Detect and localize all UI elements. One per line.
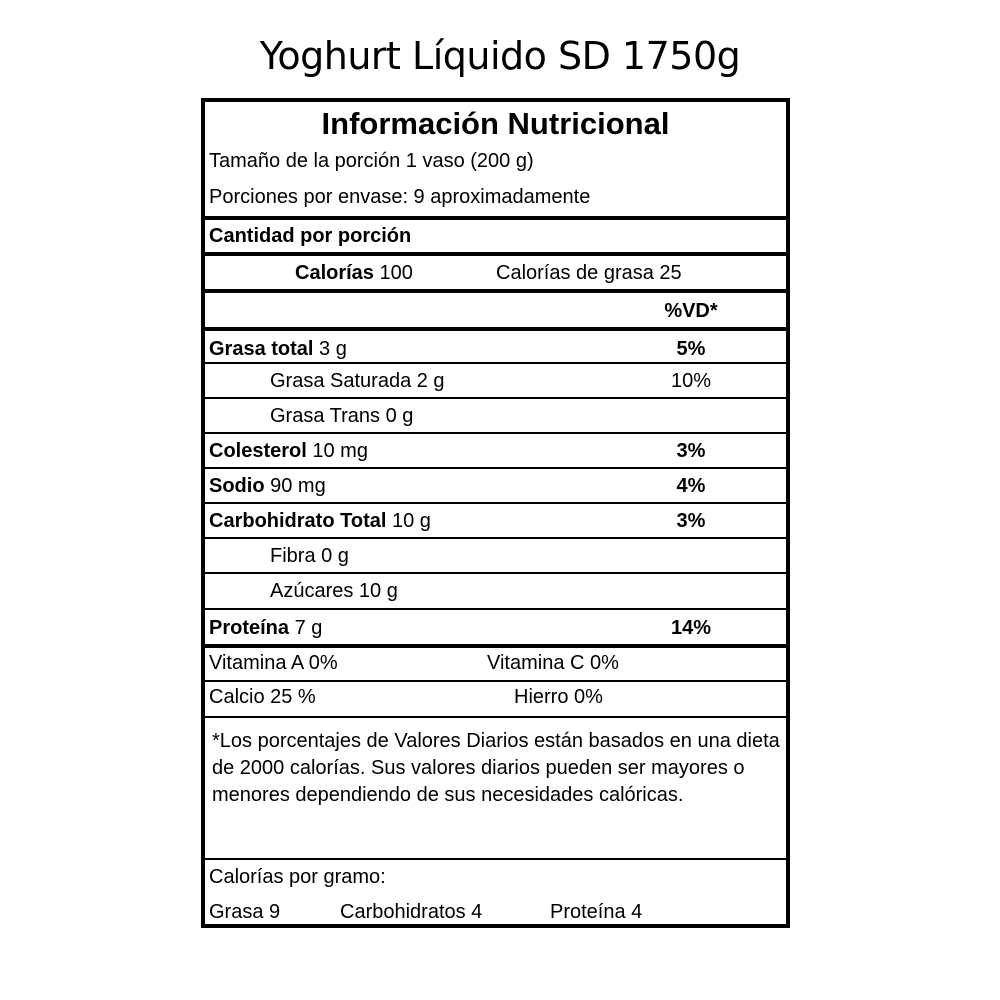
cholesterol-dv: 3% xyxy=(676,440,706,462)
calories-label: Calorías xyxy=(295,262,374,284)
sugars-label: Azúcares 10 g xyxy=(270,580,398,602)
carbs-text xyxy=(209,509,431,533)
nutrient-row-trans-fat xyxy=(205,397,786,432)
vitamins-row-1 xyxy=(205,644,786,680)
nutrient-row-total-fat xyxy=(205,327,786,362)
iron: Hierro 0% xyxy=(514,686,603,708)
calories-per-gram-title: Calorías por gramo: xyxy=(209,866,386,888)
total-fat-text xyxy=(209,337,347,361)
fat-calories: Calorías de grasa 25 xyxy=(496,262,682,284)
protein-dv: 14% xyxy=(670,617,712,639)
total-fat-dv: 5% xyxy=(676,338,706,360)
dv-header-row xyxy=(205,289,786,327)
nutrient-row-sat-fat xyxy=(205,362,786,397)
sat-fat-label: Grasa Saturada 2 g xyxy=(270,370,445,392)
footnote: *Los porcentajes de Valores Diarios están basados en una dieta de 2000 calorías. Sus valores diarios pueden ser mayores o menores dependiendo de sus necesidades calóricas. xyxy=(212,730,780,806)
sodium-value: 90 mg xyxy=(270,475,326,497)
fiber-label: Fibra 0 g xyxy=(270,545,349,567)
cpg-fat: Grasa 9 xyxy=(209,901,281,923)
calcium: Calcio 25 % xyxy=(209,686,316,708)
nutrient-row-cholesterol xyxy=(205,432,786,467)
dv-header: %VD* xyxy=(664,300,718,322)
amount-per-serving-row xyxy=(205,216,786,252)
carbs-value: 10 g xyxy=(391,510,431,532)
sodium-label: Sodio xyxy=(209,475,265,497)
nutrient-row-protein xyxy=(205,608,786,644)
total-fat-value: 3 g xyxy=(319,338,347,360)
nutrient-row-fiber xyxy=(205,537,786,572)
protein-value: 7 g xyxy=(294,617,323,639)
amount-per-serving: Cantidad por porción xyxy=(209,225,412,247)
sodium-text xyxy=(209,474,326,498)
calories-text xyxy=(295,261,413,285)
calories-per-gram-row xyxy=(205,858,786,928)
protein-text xyxy=(209,616,322,640)
cholesterol-value: 10 mg xyxy=(312,440,368,462)
carbs-dv: 3% xyxy=(676,510,706,532)
nutrient-row-sodium xyxy=(205,467,786,502)
label-header: Información Nutricional xyxy=(321,106,670,141)
nutrient-row-sugars xyxy=(205,572,786,608)
calories-row xyxy=(205,252,786,289)
vitamins-row-2 xyxy=(205,680,786,716)
sodium-dv: 4% xyxy=(676,475,706,497)
sat-fat-dv: 10% xyxy=(670,370,712,392)
total-fat-label: Grasa total xyxy=(209,338,314,360)
label-header-block xyxy=(205,102,786,216)
vitamin-a: Vitamina A 0% xyxy=(209,652,338,674)
servings-per-container: Porciones por envase: 9 aproximadamente xyxy=(209,186,591,208)
cpg-carbs: Carbohidratos 4 xyxy=(340,901,483,923)
product-title: Yoghurt Líquido SD 1750g xyxy=(259,34,741,78)
cpg-protein: Proteína 4 xyxy=(550,901,643,923)
cholesterol-label: Colesterol xyxy=(209,440,307,462)
protein-label: Proteína xyxy=(209,617,290,639)
cholesterol-text xyxy=(209,439,368,463)
nutrition-facts-label xyxy=(201,98,790,928)
serving-size: Tamaño de la porción 1 vaso (200 g) xyxy=(209,150,534,172)
trans-fat-label: Grasa Trans 0 g xyxy=(270,405,414,427)
carbs-label: Carbohidrato Total xyxy=(209,510,387,532)
calories-value: 100 xyxy=(379,262,413,284)
vitamin-c: Vitamina C 0% xyxy=(487,652,619,674)
nutrient-row-carbs xyxy=(205,502,786,537)
footnote-row xyxy=(205,716,786,858)
